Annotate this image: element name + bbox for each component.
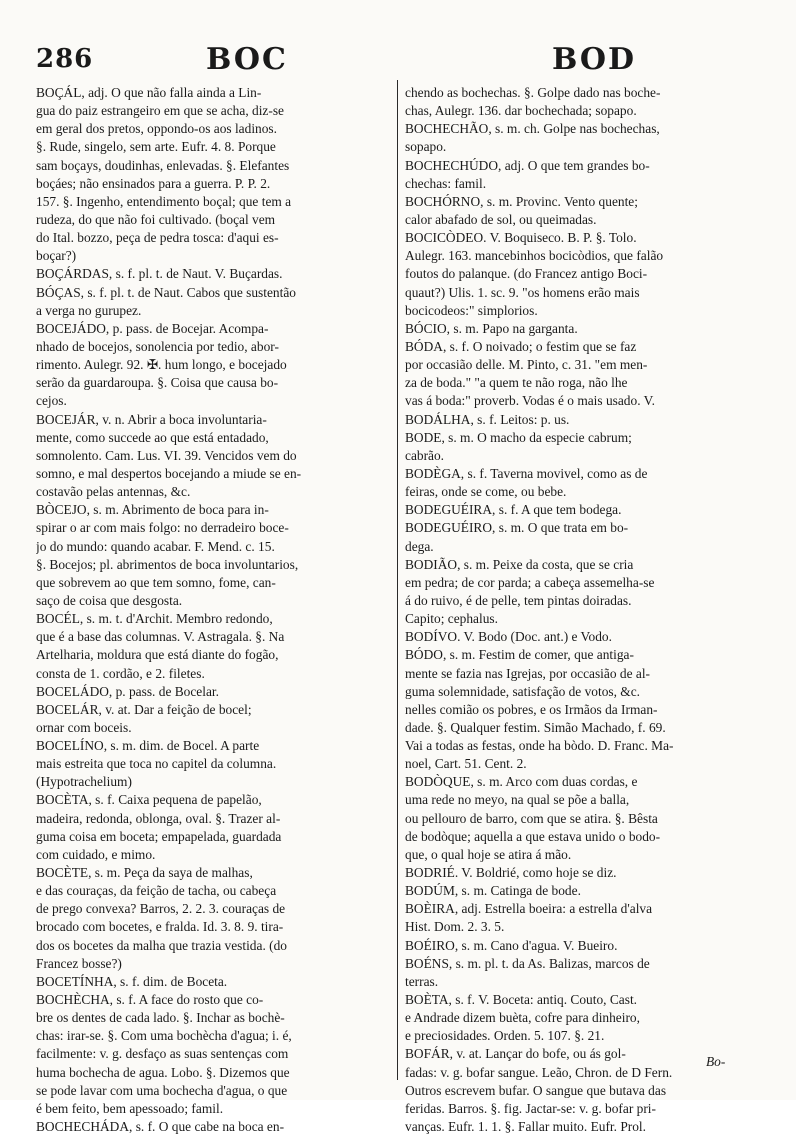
- text-line: rudeza, do que não foi cultivado. (boçal vem: [36, 211, 276, 227]
- text-line: BOCÈTE, s. m. Peça da saya de malhas,: [36, 865, 253, 881]
- text-line: Aulegr. 163. mancebinhos bocicòdios, que falão: [405, 248, 664, 264]
- column-divider: [397, 80, 398, 1080]
- text-line: e das couraças, da feição de tacha, ou cabeça: [36, 883, 277, 899]
- text-line: BOCHECHÚDO, adj. O que tem grandes bo-: [405, 157, 650, 173]
- text-line: somnolento. Cam. Lus. VI. 39. Vencidos vem do: [36, 447, 297, 463]
- text-line: boçáes; não ensinados para a guerra. P. P. 2.: [36, 175, 271, 191]
- text-line: somno, e mal despertos bocejando a miude se en-: [36, 465, 302, 481]
- text-line: BOCICÒDEO. V. Boquiseco. B. P. §. Tolo.: [405, 230, 637, 246]
- text-line: za de boda." "a quem te não roga, não lhe: [405, 375, 628, 391]
- text-line: BOÈIRA, adj. Estrella boeira: a estrella d'alva: [405, 901, 653, 917]
- right-running-head: BOD: [552, 42, 637, 77]
- text-line: costavão pelas antennas, &c.: [36, 484, 191, 500]
- text-line: calor abafado de sol, ou queimadas.: [405, 211, 597, 227]
- text-line: BOCETÍNHA, s. f. dim. de Boceta.: [36, 973, 228, 989]
- text-line: BÓDA, s. f. O noivado; o festim que se faz: [405, 338, 637, 354]
- text-line: BOCHECHÁDA, s. f. O que cabe na boca en-: [36, 1119, 285, 1135]
- text-line: Vai a todas as festas, onde ha bòdo. D. Franc. Ma-: [405, 738, 674, 754]
- text-line: que é a base das columnas. V. Astragala. §. Na: [36, 629, 285, 645]
- text-line: é bem feito, bem apessoado; famil.: [36, 1100, 224, 1116]
- text-line: com cuidado, e mimo.: [36, 846, 156, 862]
- text-line: guma coisa em boceta; empapelada, guardada: [36, 828, 282, 844]
- text-line: e preciosidades. Orden. 5. 107. §. 21.: [405, 1028, 605, 1044]
- text-line: BÓCIO, s. m. Papo na garganta.: [405, 320, 578, 336]
- text-line: dos os bocetes da malha que trazia vestida. (do: [36, 937, 287, 953]
- text-line: Hist. Dom. 2. 3. 5.: [405, 919, 505, 935]
- text-line: vanças. Eufr. 1. 1. §. Fallar muito. Eufr. Prol.: [405, 1119, 646, 1135]
- text-line: BODEGUÉIRA, s. f. A que tem bodega.: [405, 502, 622, 518]
- text-line: se pode lavar com uma bochecha d'agua, o que: [36, 1082, 288, 1098]
- text-line: dade. §. Qualquer festim. Simão Machado, f. 69.: [405, 719, 666, 735]
- text-line: BODÁLHA, s. f. Leitos: p. us.: [405, 411, 570, 427]
- text-line: bocicodeos:" simplorios.: [405, 302, 538, 318]
- text-line: ornar com boceis.: [36, 719, 132, 735]
- left-running-head: BOC: [206, 42, 288, 77]
- text-line: BODEGUÉIRO, s. m. O que trata em bo-: [405, 520, 629, 536]
- text-line: bre os dentes de cada lado. §. Inchar as bochè-: [36, 1010, 285, 1026]
- text-line: serão da guardaroupa. §. Coisa que causa bo-: [36, 375, 279, 391]
- text-line: terras.: [405, 973, 439, 989]
- text-line: BODÒQUE, s. m. Arco com duas cordas, e: [405, 774, 638, 790]
- text-line: e Andrade dizem buèta, cofre para dinheiro,: [405, 1010, 640, 1026]
- text-line: em geral dos pretos, oppondo-os aos ladinos.: [36, 121, 277, 137]
- text-line: vas á boda:" proverb. Vodas é o mais usado. V.: [405, 393, 655, 409]
- text-line: cabrão.: [405, 447, 445, 463]
- text-line: mais estreita que toca no capitel da columna.: [36, 756, 277, 772]
- text-line: chechas: famil.: [405, 175, 487, 191]
- text-line: Outros escrevem bufar. O sangue que butava das: [405, 1082, 667, 1098]
- left-column: [36, 84, 388, 1136]
- text-line: BODÈGA, s. f. Taverna movivel, como as de: [405, 465, 648, 481]
- catchword: Bo-: [706, 1054, 726, 1069]
- text-line: fadas: v. g. bofar sangue. Leão, Chron. de D Fern.: [405, 1064, 673, 1080]
- text-line: do Ital. bozzo, peça de pedra tosca: d'aqui es-: [36, 230, 279, 246]
- text-line: BOCHÓRNO, s. m. Provinc. Vento quente;: [405, 193, 638, 209]
- text-line: dega.: [405, 538, 434, 554]
- text-line: BÓÇAS, s. f. pl. t. de Naut. Cabos que sustentão: [36, 284, 296, 300]
- text-line: BODÚM, s. m. Catinga de bode.: [405, 883, 581, 899]
- text-line: de prego convexa? Barros, 2. 2. 3. couraças de: [36, 901, 286, 917]
- text-line: Artelharia, moldura que está diante do fogão,: [36, 647, 279, 663]
- text-line: uma rede no meyo, na qual se põe a balla,: [405, 792, 630, 808]
- text-line: BODE, s. m. O macho da especie cabrum;: [405, 429, 632, 445]
- text-line: BOCÈTA, s. f. Caixa pequena de papelão,: [36, 792, 262, 808]
- text-line: em pedra; de cor parda; a cabeça assemelha-se: [405, 574, 655, 590]
- text-line: BOÉIRO, s. m. Cano d'agua. V. Bueiro.: [405, 937, 618, 953]
- text-line: BOCHECHÃO, s. m. ch. Golpe nas bochechas,: [405, 121, 660, 137]
- text-line: por occasião delle. M. Pinto, c. 31. "em men-: [405, 357, 648, 373]
- text-line: sopapo.: [405, 139, 447, 155]
- text-line: huma bochecha de agua. Lobo. §. Dizemos que: [36, 1064, 290, 1080]
- text-line: chas, Aulegr. 136. dar bochechada; sopapo.: [405, 103, 637, 119]
- text-line: ou pellouro de barro, com que se atira. §. Bêsta: [405, 810, 658, 826]
- text-line: brocado com bocetes, e fralda. Id. 3. 8. 9. tira-: [36, 919, 284, 935]
- text-line: consta de 1. cordão, e 2. filetes.: [36, 665, 205, 681]
- text-line: noel, Cart. 51. Cent. 2.: [405, 756, 527, 772]
- right-column: [405, 84, 761, 1136]
- text-line: saço de coisa que desgosta.: [36, 592, 183, 608]
- text-line: nhado de bocejos, sonolencia por tedio, abor-: [36, 338, 279, 354]
- text-line: feridas. Barros. §. fig. Jactar-se: v. g. bofar pri-: [405, 1100, 656, 1116]
- text-line: mente se fazia nas Igrejas, por occasião de al-: [405, 665, 651, 681]
- text-line: Francez bosse?): [36, 955, 122, 971]
- text-line: BOÉNS, s. m. pl. t. da As. Balizas, marcos de: [405, 955, 650, 971]
- text-line: spirar o ar com mais folgo: no derradeiro boce-: [36, 520, 289, 536]
- text-line: quaut?) Ulis. 1. sc. 9. "os homens erão mais: [405, 284, 640, 300]
- text-line: chendo as bochechas. §. Golpe dado nas boche-: [405, 85, 661, 100]
- text-line: facilmente: v. g. desfaço as suas sentenças com: [36, 1046, 289, 1062]
- text-line: (Hypotrachelium): [36, 774, 132, 790]
- text-line: chas: irar-se. §. Com uma bochècha d'agua; i. é,: [36, 1028, 292, 1044]
- text-line: BOCELÍNO, s. m. dim. de Bocel. A parte: [36, 738, 260, 754]
- page-number: 286: [36, 44, 94, 74]
- text-line: §. Bocejos; pl. abrimentos de boca involuntarios,: [36, 556, 299, 572]
- text-line: madeira, redonda, oblonga, oval. §. Trazer al-: [36, 810, 281, 826]
- text-line: mente, como succede ao que está entadado,: [36, 429, 269, 445]
- text-line: gua do paiz estrangeiro em que se acha, diz-se: [36, 103, 284, 119]
- text-line: Capito; cephalus.: [405, 611, 498, 627]
- text-line: de bodòque; aquella a que estava unido o bodo-: [405, 828, 661, 844]
- text-line: BOFÁR, v. at. Lançar do bofe, ou ás gol-: [405, 1046, 626, 1062]
- text-line: sam boçays, doudinhas, enlevadas. §. Elefantes: [36, 157, 290, 173]
- text-line: que sobrevem ao que tem somno, fome, can-: [36, 574, 276, 590]
- text-line: jo do mundo: quando acabar. F. Mend. c. 15.: [36, 538, 275, 554]
- text-line: BOCEJÁDO, p. pass. de Bocejar. Acompa-: [36, 320, 269, 336]
- text-line: §. Rude, singelo, sem arte. Eufr. 4. 8. Porque: [36, 139, 276, 155]
- text-line: boçar?): [36, 248, 77, 264]
- text-line: BOÈTA, s. f. V. Boceta: antiq. Couto, Cast.: [405, 992, 638, 1008]
- text-line: BOÇÁRDAS, s. f. pl. t. de Naut. V. Buçardas.: [36, 266, 283, 282]
- text-line: foutos do palanque. (do Francez antigo Boci-: [405, 266, 648, 282]
- text-line: BÒCEJO, s. m. Abrimento de boca para in-: [36, 502, 269, 518]
- text-line: BODRIÉ. V. Boldrié, como hoje se diz.: [405, 865, 617, 881]
- text-line: guma solemnidade, satisfação de votos, &c.: [405, 683, 641, 699]
- text-line: BOCÉL, s. m. t. d'Archit. Membro redondo,: [36, 611, 273, 627]
- text-line: BODÍVO. V. Bodo (Doc. ant.) e Vodo.: [405, 629, 612, 645]
- text-line: rimento. Aulegr. 92. ✠. hum longo, e bocejado: [36, 357, 287, 373]
- text-line: á do ruivo, é de pelle, tem pintas doiradas.: [405, 592, 632, 608]
- text-line: que, o qual hoje se atira á mão.: [405, 846, 572, 862]
- text-line: 157. §. Ingenho, entendimento boçal; que tem a: [36, 193, 292, 209]
- text-line: a verga no gurupez.: [36, 302, 142, 318]
- text-line: BOÇÁL, adj. O que não falla ainda a Lin-: [36, 85, 262, 100]
- text-line: BOCHÈCHA, s. f. A face do rosto que co-: [36, 992, 264, 1008]
- text-line: BOCELÁR, v. at. Dar a feição de bocel;: [36, 701, 252, 717]
- text-line: BÓDO, s. m. Festim de comer, que antiga-: [405, 647, 634, 663]
- text-line: BOCELÁDO, p. pass. de Bocelar.: [36, 683, 219, 699]
- text-line: nelles comião os pobres, e os Irmãos da Irman-: [405, 701, 658, 717]
- text-line: feiras, onde se come, ou bebe.: [405, 484, 567, 500]
- text-line: cejos.: [36, 393, 67, 409]
- text-line: BODIÃO, s. m. Peixe da costa, que se cria: [405, 556, 634, 572]
- text-line: BOCEJÁR, v. n. Abrir a boca involuntaria-: [36, 411, 267, 427]
